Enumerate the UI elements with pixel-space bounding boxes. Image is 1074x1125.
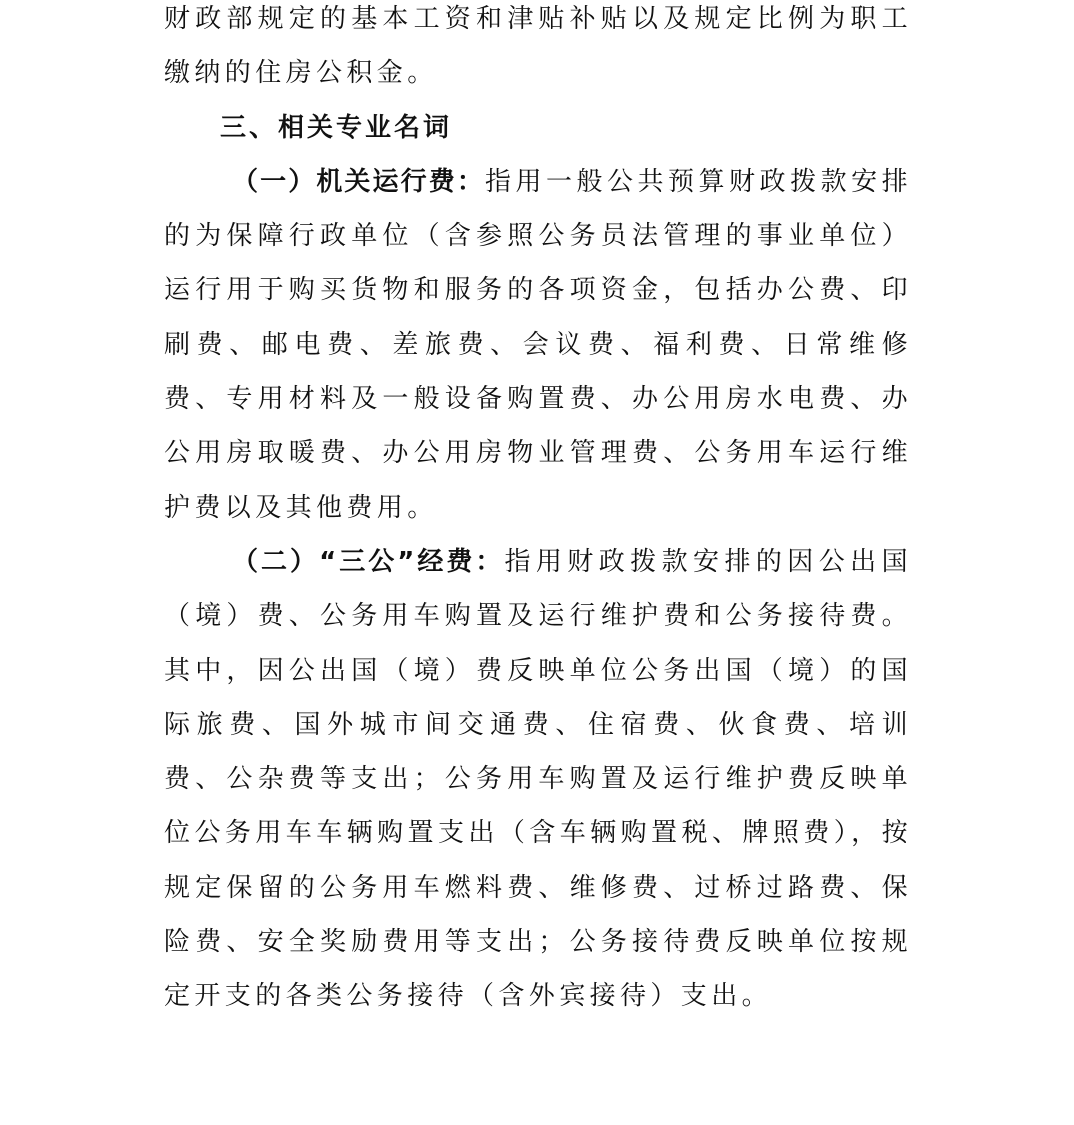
document-body <box>164 0 912 1024</box>
definition-three-public-expenses: 指用财政拨款安排的因公出国（境）费、公务用车购置及运行维护费和公务接待费。其中，因公出国（境）费反映单位公务出国（境）的国际旅费、国外城市间交通费、住宿费、伙食费、培训费、公杂费等支出；公务用车购置及运行维护费反映单位公务用车车辆购置支出（含车辆购置税、牌照费），按规定保留的公务用车燃料费、维修费、过桥过路费、保险费、安全奖励费用等支出；公务接待费反映单位按规定开支的各类公务接待（含外宾接待）支出。 <box>164 546 912 1012</box>
definition-agency-operating-cost: 指用一般公共预算财政拨款安排的为保障行政单位（含参照公务员法管理的事业单位）运行用于购买货物和服务的各项资金，包括办公费、印刷费、邮电费、差旅费、会议费、福利费、日常维修费、专用材料及一般设备购置费、办公用房水电费、办公用房取暖费、办公用房物业管理费、公务用车运行维护费以及其他费用。 <box>164 166 912 523</box>
term-three-public-expenses: （二）“三公”经费： <box>232 546 505 577</box>
continuation-paragraph: 财政部规定的基本工资和津贴补贴以及规定比例为职工缴纳的住房公积金。 <box>164 4 912 89</box>
definition-paragraph-three-public-expenses <box>164 535 912 1024</box>
section-heading: 三、相关专业名词 <box>220 112 453 143</box>
definition-paragraph-agency-operating-cost <box>164 155 912 535</box>
term-agency-operating-cost: （一）机关运行费： <box>232 166 485 197</box>
